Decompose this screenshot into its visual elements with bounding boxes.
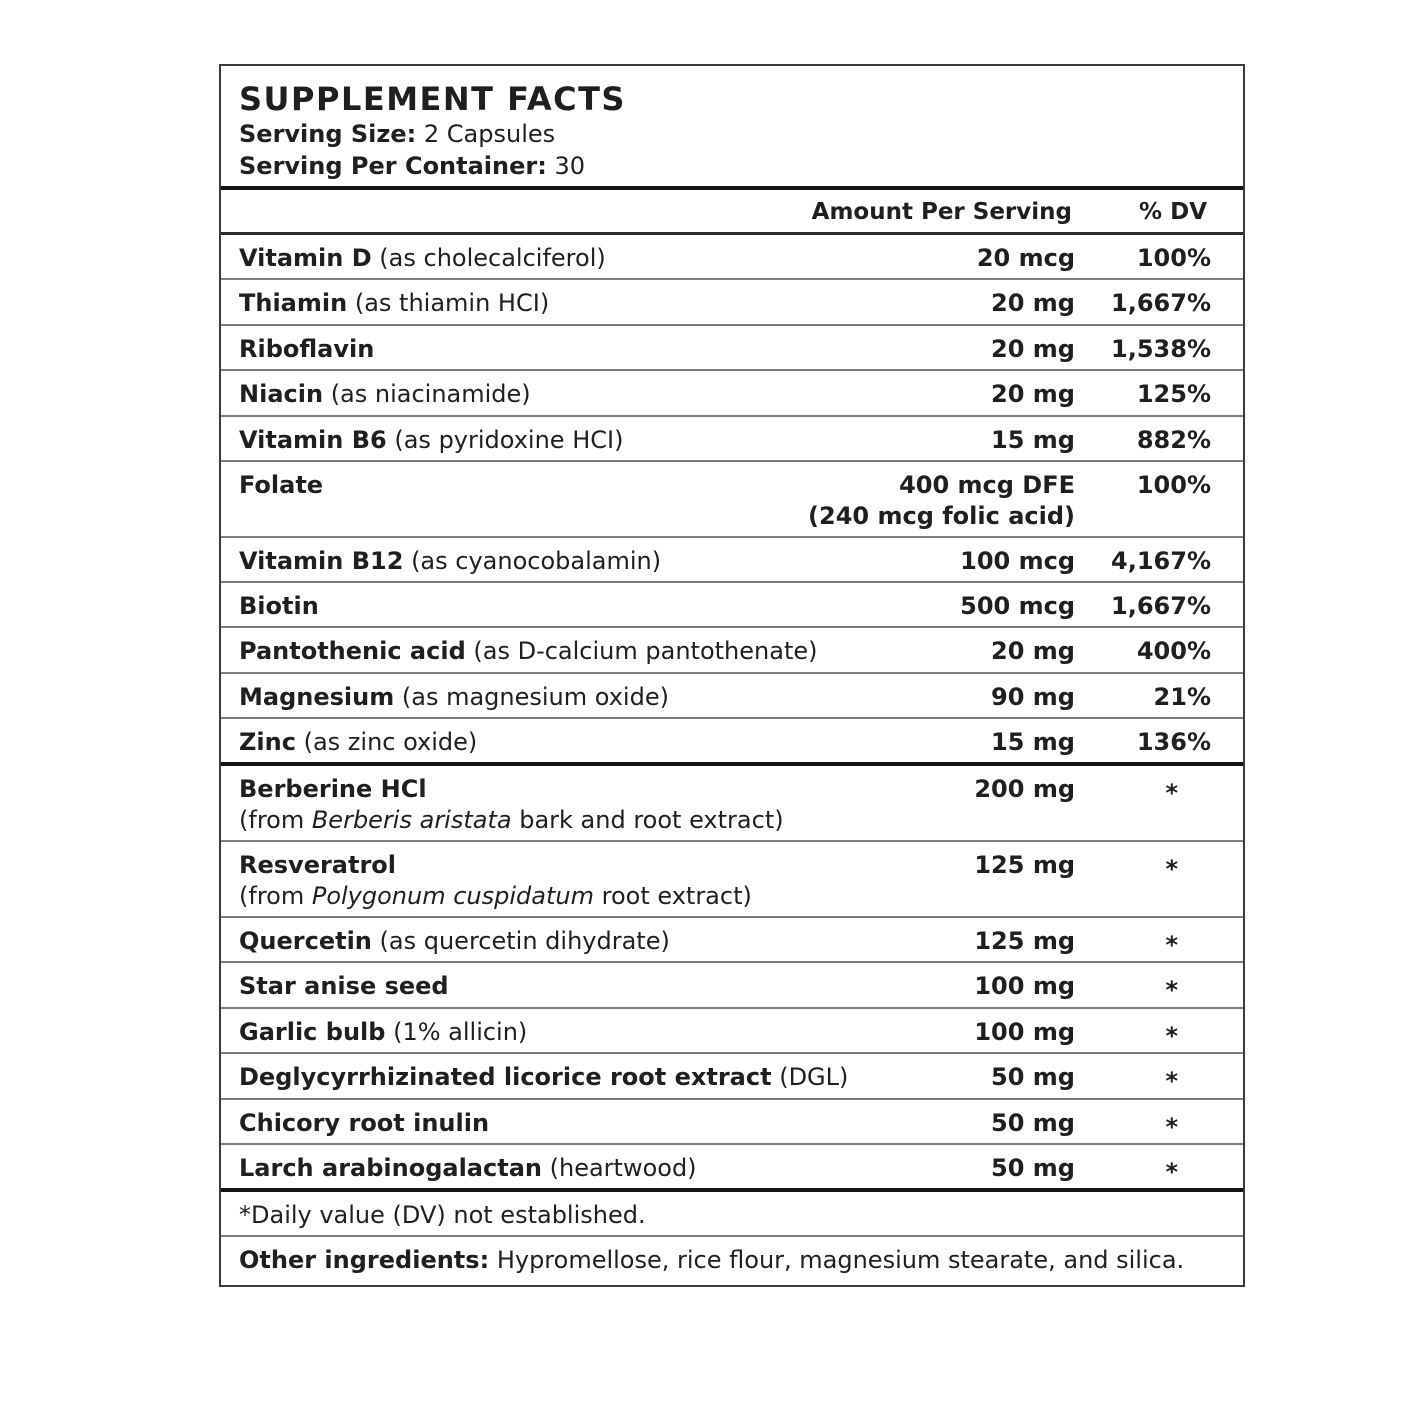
ingredient-dv: 100% xyxy=(1136,471,1211,499)
ingredient-name: Quercetin (as quercetin dihydrate) xyxy=(239,927,670,955)
serving-size-value: 2 Capsules xyxy=(423,120,556,148)
dv-footnote-row xyxy=(221,1192,1243,1237)
ingredient-dv: 21% xyxy=(1153,683,1211,711)
ingredient-dv: * xyxy=(1165,976,1178,1004)
table-row xyxy=(221,842,1243,918)
ingredient-dv: * xyxy=(1165,779,1178,807)
ingredient-dv: * xyxy=(1165,931,1178,959)
ingredient-amount: 20 mcg xyxy=(976,244,1075,272)
ingredient-dv: * xyxy=(1165,1113,1178,1141)
other-ingredients xyxy=(239,1245,1184,1276)
table-row xyxy=(221,719,1243,766)
ingredient-name: Zinc (as zinc oxide) xyxy=(239,728,478,756)
ingredient-name: Magnesium (as magnesium oxide) xyxy=(239,683,669,711)
table-row xyxy=(221,1009,1243,1054)
table-row xyxy=(221,1054,1243,1100)
ingredient-name: Garlic bulb (1% allicin) xyxy=(239,1018,528,1046)
ingredient-dv: 1,667% xyxy=(1111,289,1211,317)
ingredient-dv: * xyxy=(1165,1158,1178,1186)
ingredient-name: Thiamin (as thiamin HCI) xyxy=(239,289,550,317)
other-ingredients-row xyxy=(221,1237,1243,1287)
servings-per-container xyxy=(239,150,1243,182)
ingredient-amount: 400 mcg DFE (240 mcg folic acid) xyxy=(808,471,1075,530)
ingredient-dv: 1,538% xyxy=(1111,335,1211,363)
table-row xyxy=(221,417,1243,462)
panel-header xyxy=(221,66,1243,190)
ingredient-name: Riboflavin xyxy=(239,335,375,363)
ingredient-name: Larch arabinogalactan (heartwood) xyxy=(239,1154,697,1182)
ingredient-name: Chicory root inulin xyxy=(239,1109,490,1137)
ingredient-amount: 50 mg xyxy=(991,1063,1075,1091)
ingredient-amount: 20 mg xyxy=(991,637,1075,665)
ingredient-dv: 100% xyxy=(1136,244,1211,272)
ingredient-name: Star anise seed xyxy=(239,972,449,1000)
ingredient-amount: 15 mg xyxy=(991,426,1075,454)
ingredient-amount: 50 mg xyxy=(991,1154,1075,1182)
ingredient-amount: 200 mg xyxy=(974,775,1075,803)
ingredient-dv: * xyxy=(1165,1022,1178,1050)
table-row xyxy=(221,538,1243,583)
ingredient-name: Biotin xyxy=(239,592,319,620)
table-row xyxy=(221,766,1243,842)
ingredient-amount: 100 mg xyxy=(974,1018,1075,1046)
ingredient-amount: 125 mg xyxy=(974,851,1075,879)
ingredient-dv: 400% xyxy=(1136,637,1211,665)
other-ingredients-text: Hypromellose, rice flour, magnesium stearate, and silica. xyxy=(496,1246,1185,1274)
servings-value: 30 xyxy=(554,152,586,180)
other-ingredients-label: Other ingredients: xyxy=(239,1246,490,1274)
dv-column-header: % DV xyxy=(1139,199,1207,225)
serving-size xyxy=(239,118,1243,150)
ingredient-name: Folate xyxy=(239,471,324,499)
table-row xyxy=(221,674,1243,719)
ingredient-dv: 136% xyxy=(1136,728,1211,756)
table-row xyxy=(221,371,1243,417)
table-row xyxy=(221,1145,1243,1192)
ingredient-name: Vitamin B6 (as pyridoxine HCI) xyxy=(239,426,624,454)
ingredient-amount: 100 mg xyxy=(974,972,1075,1000)
ingredient-dv: 882% xyxy=(1136,426,1211,454)
ingredient-amount: 125 mg xyxy=(974,927,1075,955)
ingredient-name: Resveratrol (from Polygonum cuspidatum root extract) xyxy=(239,851,752,910)
table-row xyxy=(221,583,1243,628)
amount-column-header: Amount Per Serving xyxy=(811,199,1072,225)
supplement-facts-panel xyxy=(219,64,1245,1287)
ingredient-name: Deglycyrrhizinated licorice root extract (DGL) xyxy=(239,1063,849,1091)
table-row xyxy=(221,326,1243,371)
table-row xyxy=(221,628,1243,674)
serving-size-label: Serving Size: xyxy=(239,120,417,148)
ingredient-amount: 90 mg xyxy=(991,683,1075,711)
ingredient-amount: 500 mcg xyxy=(960,592,1075,620)
ingredient-amount: 50 mg xyxy=(991,1109,1075,1137)
table-row xyxy=(221,235,1243,280)
ingredient-amount: 20 mg xyxy=(991,380,1075,408)
table-row xyxy=(221,918,1243,963)
table-row xyxy=(221,1100,1243,1145)
table-row xyxy=(221,462,1243,538)
ingredient-name: Niacin (as niacinamide) xyxy=(239,380,531,408)
ingredient-amount: 20 mg xyxy=(991,335,1075,363)
ingredient-dv: 4,167% xyxy=(1111,547,1211,575)
ingredient-dv: * xyxy=(1165,855,1178,883)
ingredient-name: Pantothenic acid (as D-calcium pantothenate) xyxy=(239,637,818,665)
ingredient-dv: 125% xyxy=(1136,380,1211,408)
ingredient-dv: * xyxy=(1165,1067,1178,1095)
dv-footnote: *Daily value (DV) not established. xyxy=(239,1201,646,1229)
table-row xyxy=(221,963,1243,1009)
ingredient-amount: 20 mg xyxy=(991,289,1075,317)
ingredient-name: Vitamin B12 (as cyanocobalamin) xyxy=(239,547,662,575)
ingredient-dv: 1,667% xyxy=(1111,592,1211,620)
ingredient-amount: 15 mg xyxy=(991,728,1075,756)
panel-title: SUPPLEMENT FACTS xyxy=(239,80,626,118)
table-row xyxy=(221,280,1243,326)
ingredient-name: Berberine HCl (from Berberis aristata bark and root extract) xyxy=(239,775,784,834)
servings-label: Serving Per Container: xyxy=(239,152,547,180)
column-header-row xyxy=(221,190,1243,235)
ingredient-name: Vitamin D (as cholecalciferol) xyxy=(239,244,606,272)
ingredient-amount: 100 mcg xyxy=(960,547,1075,575)
